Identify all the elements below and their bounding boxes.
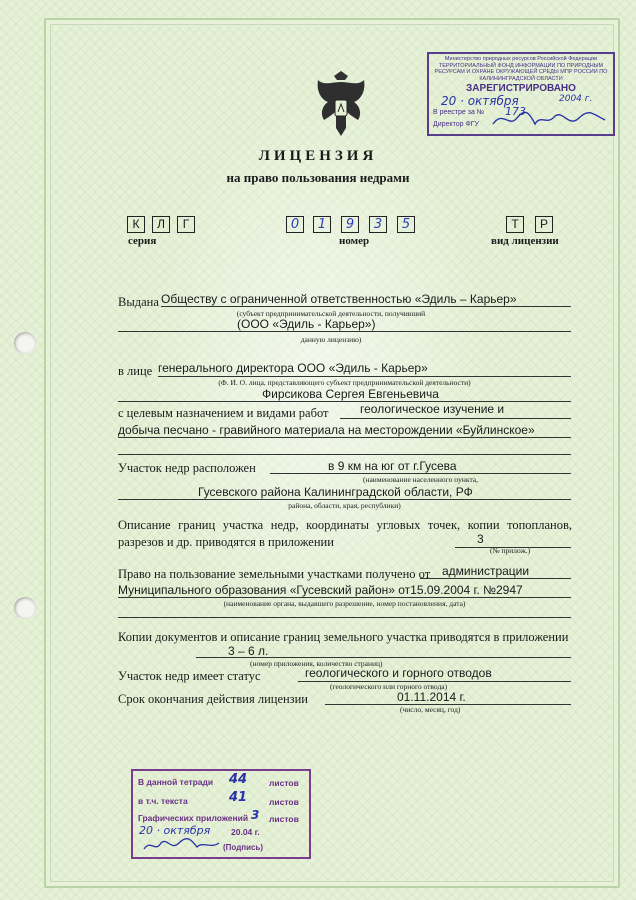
person-value-2: Фирсикова Сергея Евгеньевича — [262, 387, 439, 401]
stamp-title: ЗАРЕГИСТРИРОВАНО — [466, 83, 576, 94]
issued-label: Выдана — [118, 295, 159, 309]
number-char: 9 — [341, 216, 359, 233]
purpose-label: с целевым назначением и видами работ — [118, 406, 329, 420]
expiry-value: 01.11.2014 г. — [397, 690, 466, 704]
coat-of-arms-emblem — [312, 70, 370, 140]
stamp-sign-label: (Подпись) — [223, 843, 264, 852]
stamp-director-label: Директор ФГУ — [433, 121, 479, 128]
land-note: (наименование органа, выдавшего разрешение, номер постановления, дата) — [223, 599, 466, 608]
number-char: 1 — [313, 216, 331, 233]
stamp-registry-number: 173 — [505, 105, 526, 118]
purpose-value-2: добыча песчано - гравийного материала на месторождении «Буйлинское» — [118, 423, 535, 437]
page-count-stamp — [131, 769, 311, 859]
person-note: (Ф. И. О. лица, представляющего субъект предпринимательской деятельности) — [218, 378, 471, 387]
stamp-row-suffix: листов — [269, 814, 299, 824]
person-value: генерального директора ООО «Эдиль - Карьер» — [158, 361, 428, 375]
location-note: (наименование населенного пункта, — [362, 475, 479, 484]
location-label: Участок недр расположен — [118, 461, 256, 475]
stamp-row-value: 41 — [229, 790, 248, 805]
issued-note-2: данную лицензию) — [300, 335, 362, 344]
status-note: (геологического или горного отвода) — [330, 682, 448, 691]
borders-note: (№ прилож.) — [490, 546, 531, 555]
field-line — [118, 499, 571, 500]
land-label: Право на пользование земельными участками получено от — [118, 567, 431, 581]
expiry-note: (число, месяц, год) — [400, 705, 461, 714]
stamp-row-value: 3 — [251, 808, 260, 822]
punch-hole — [14, 597, 36, 619]
location-value: в 9 км на юг от г.Гусева — [328, 459, 457, 473]
status-value: геологического и горного отводов — [305, 666, 492, 680]
series-char: Г — [177, 216, 195, 233]
issued-note: (субъект предпринимательской деятельности, получивший — [236, 309, 426, 318]
field-line — [158, 376, 571, 377]
field-line — [118, 597, 571, 598]
license-subtitle: на право пользования недрами — [226, 170, 410, 185]
handwritten-signature — [141, 835, 221, 855]
series-char: К — [127, 216, 145, 233]
stamp-header: Министерство природных ресурсов Российской Федерации ТЕРРИТОРИАЛЬНЫЙ ФОНД ИНФОРМАЦИИ ПО ПРИРОДНЫМ РЕСУРСАМ И ОХРАНЕ ОКРУЖАЮЩЕЙ СРЕДЫ МПР РОССИИ ПО КАЛИНИНГРАДСКОЙ ОБЛАСТИ — [434, 56, 608, 82]
license-title: ЛИЦЕНЗИЯ — [258, 148, 378, 164]
stamp-row-label: в т.ч. текста — [138, 796, 188, 806]
stamp-row-suffix: листов — [269, 797, 299, 807]
expiry-label: Срок окончания действия лицензии — [118, 692, 308, 706]
stamp-row-label: В данной тетради — [138, 777, 214, 787]
stamp-date: 20 · октября — [139, 824, 211, 837]
punch-hole — [14, 332, 36, 354]
series-char: Л — [152, 216, 170, 233]
status-label: Участок недр имеет статус — [118, 669, 261, 683]
field-line — [420, 578, 571, 579]
field-line — [118, 331, 571, 332]
stamp-row-value: 44 — [229, 772, 248, 787]
field-line — [118, 617, 571, 618]
copies-note: (номер приложения, количество страниц) — [250, 659, 383, 668]
location-note-2: района, области, края, республики) — [288, 501, 401, 510]
number-label: номер — [339, 235, 370, 247]
registration-stamp — [427, 52, 615, 136]
stamp-row-suffix: листов — [269, 778, 299, 788]
borders-value: 3 — [477, 532, 484, 546]
borders-text: Описание границ участка недр, координаты угловых точек, копии топопланов, разрезов и др. приводятся в приложении — [118, 518, 572, 549]
type-char: Т — [506, 216, 524, 233]
type-label: вид лицензии — [491, 235, 559, 247]
purpose-value: геологическое изучение и — [360, 402, 505, 416]
number-char: 3 — [369, 216, 387, 233]
field-line — [340, 418, 571, 419]
land-value: администрации — [442, 564, 530, 578]
issued-value: Обществу с ограниченной ответственностью «Эдиль – Карьер» — [161, 292, 517, 306]
field-line — [270, 473, 571, 474]
field-line — [118, 454, 571, 455]
field-line — [118, 437, 571, 438]
stamp-row-label: Графических приложений — [138, 813, 249, 823]
location-value-2: Гусевского района Калининградской области, РФ — [198, 485, 473, 499]
series-label: серия — [128, 235, 157, 247]
issued-value-2: (ООО «Эдиль - Карьер») — [237, 317, 376, 331]
stamp-registry-label: В реестре за № — [433, 109, 485, 116]
field-line — [196, 657, 571, 658]
number-char: 5 — [397, 216, 415, 233]
number-char: 0 — [286, 216, 304, 233]
type-char: Р — [535, 216, 553, 233]
director-signature — [489, 106, 609, 132]
copies-text: Копии документов и описание границ земельного участка приводятся в приложении — [118, 630, 569, 644]
person-label: в лице — [118, 364, 153, 378]
field-line — [161, 306, 571, 307]
stamp-date: 20 · октября — [441, 94, 519, 108]
copies-value: 3 – 6 л. — [228, 644, 269, 658]
stamp-year: 20.04 г. — [231, 827, 260, 837]
stamp-year: 2004 г. — [559, 94, 593, 104]
land-value-2: Муниципального образования «Гусевский район» от15.09.2004 г. №2947 — [118, 583, 523, 597]
